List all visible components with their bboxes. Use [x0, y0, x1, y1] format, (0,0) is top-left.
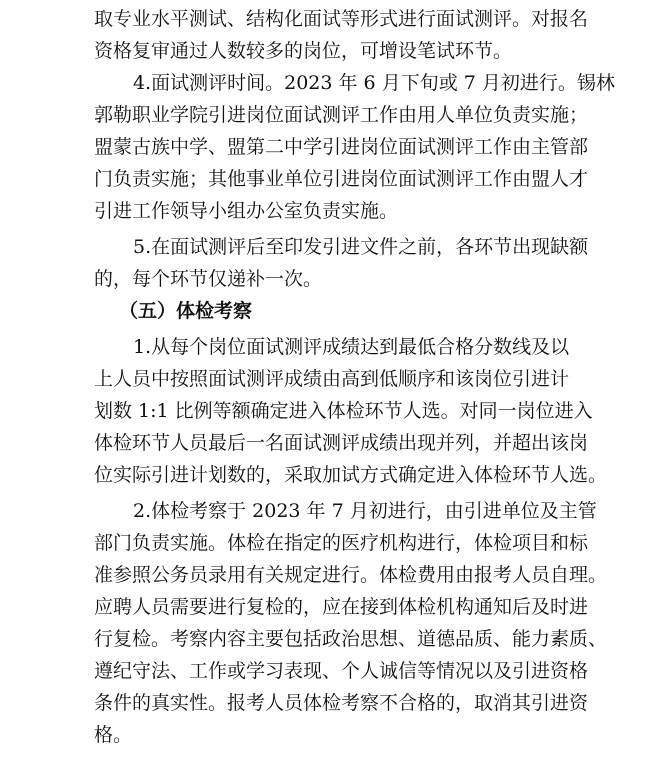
- line-text: 引进工作领导小组办公室负责实施。: [94, 200, 399, 222]
- body-line: [0, 98, 659, 132]
- line-text: 的，每个环节仅递补一次。: [94, 268, 323, 290]
- line-text: 划数 1:1 比例等额确定进入体检环节人选。对同一岗位进入: [94, 400, 593, 422]
- body-line: [0, 526, 659, 560]
- body-line: [0, 654, 659, 688]
- line-text: 2.体检考察于 2023 年 7 月初进行，由引进单位及主管: [133, 500, 597, 522]
- body-line: [0, 34, 659, 68]
- body-line: [0, 494, 659, 528]
- body-line: [0, 686, 659, 720]
- line-text: 位实际引进计划数的，采取加试方式确定进入体检环节人选。: [94, 464, 608, 486]
- body-line: [0, 590, 659, 624]
- body-line: [0, 622, 659, 656]
- line-text: 盟蒙古族中学、盟第二中学引进岗位面试测评工作由主管部: [94, 136, 589, 158]
- body-line: [0, 262, 659, 296]
- body-line: [0, 194, 659, 228]
- line-text: 取专业水平测试、结构化面试等形式进行面试测评。对报名: [94, 8, 589, 30]
- body-line: [0, 362, 659, 396]
- body-line: [0, 718, 659, 752]
- body-line: [0, 66, 659, 100]
- body-line: [0, 230, 659, 264]
- line-text: 1.从每个岗位面试测评成绩达到最低合格分数线及以: [133, 336, 570, 358]
- section-heading: [0, 294, 659, 328]
- line-text: 条件的真实性。报考人员体检考察不合格的，取消其引进资: [94, 692, 589, 714]
- body-line: [0, 330, 659, 364]
- body-line: [0, 162, 659, 196]
- body-line: [0, 394, 659, 428]
- body-line: [0, 558, 659, 592]
- line-text: 资格复审通过人数较多的岗位，可增设笔试环节。: [94, 40, 513, 62]
- line-text: 准参照公务员录用有关规定进行。体检费用由报考人员自理。: [94, 564, 608, 586]
- line-text: 5.在面试测评后至印发引进文件之前，各环节出现缺额: [133, 236, 589, 258]
- body-line: [0, 2, 659, 36]
- line-text: 郭勒职业学院引进岗位面试测评工作由用人单位负责实施；: [94, 104, 589, 126]
- line-text: 门负责实施；其他事业单位引进岗位面试测评工作由盟人才: [94, 168, 589, 190]
- line-text: 体检环节人员最后一名面试测评成绩出现并列，并超出该岗: [94, 432, 589, 454]
- line-text: 行复检。考察内容主要包括政治思想、道德品质、能力素质、: [94, 628, 608, 650]
- body-line: [0, 426, 659, 460]
- line-text: 应聘人员需要进行复检的，应在接到体检机构通知后及时进: [94, 596, 589, 618]
- line-text: 上人员中按照面试测评成绩由高到低顺序和该岗位引进计: [94, 368, 570, 390]
- line-text: 格。: [94, 724, 133, 746]
- body-line: [0, 130, 659, 164]
- section-heading-text: （五）体检考察: [119, 300, 253, 322]
- body-line: [0, 458, 659, 492]
- line-text: 4.面试测评时间。2023 年 6 月下旬或 7 月初进行。锡林: [133, 72, 615, 94]
- line-text: 部门负责实施。体检在指定的医疗机构进行，体检项目和标: [94, 532, 589, 554]
- line-text: 遵纪守法、工作或学习表现、个人诚信等情况以及引进资格: [94, 660, 589, 682]
